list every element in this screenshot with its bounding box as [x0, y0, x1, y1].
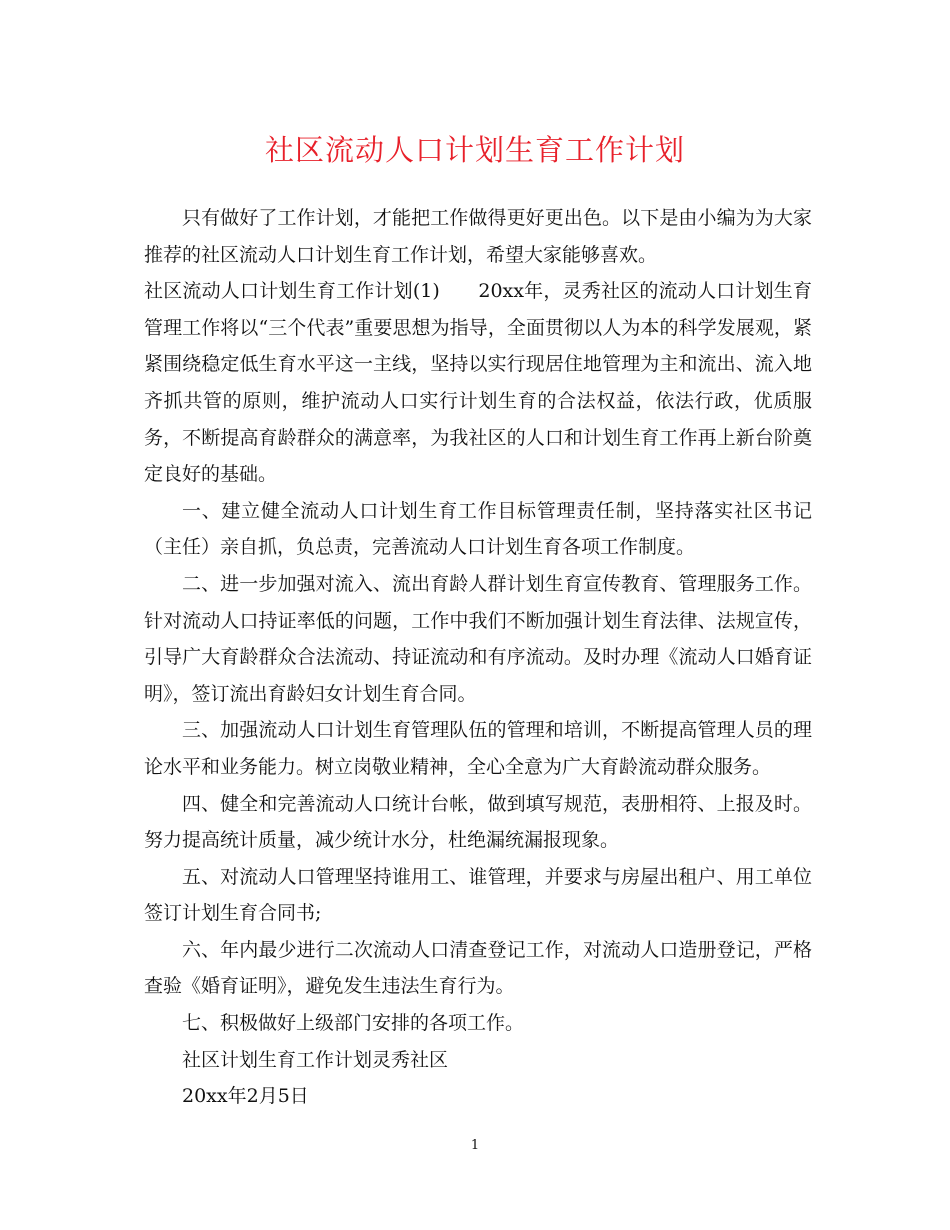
item-3-paragraph: 三、加强流动人口计划生育管理队伍的管理和培训，不断提高管理人员的理论水平和业务能力。树立岗敬业精神，全心全意为广大育龄流动群众服务。	[144, 719, 812, 778]
intro-paragraph: 只有做好了工作计划，才能把工作做得更好更出色。以下是由小编为为大家推荐的社区流动人口计划生育工作计划，希望大家能够喜欢。	[144, 207, 812, 266]
document-title: 社区流动人口计划生育工作计划	[264, 133, 685, 167]
item-6-paragraph: 六、年内最少进行二次流动人口清查登记工作，对流动人口造册登记，严格查验《婚育证明》，避免发生违法生育行为。	[144, 938, 812, 998]
plan-overview-paragraph: 社区流动人口计划生育工作计划(1) 20xx年，灵秀社区的流动人口计划生育管理工作将以“三个代表”重要思想为指导，全面贯彻以人为本的科学发展观，紧紧围绕稳定低生育水平这一主线，坚持以实行现居住地管理为主和流出、流入地齐抓共管的原则，维护流动人口实行计划生育的合法权益，依法行政，优质服务，不断提高育龄群众的满意率，为我社区的人口和计划生育工作再上新台阶奠定良好的基础。	[144, 280, 812, 486]
item-1-paragraph: 一、建立健全流动人口计划生育工作目标管理责任制，坚持落实社区书记（主任）亲自抓，负总责，完善流动人口计划生育各项工作制度。	[144, 499, 812, 559]
page-number: 1	[470, 1138, 480, 1153]
document-body	[144, 200, 812, 1115]
date-line: 20xx年2月5日	[182, 1085, 309, 1108]
item-4-paragraph: 四、健全和完善流动人口统计台帐，做到填写规范，表册相符、上报及时。努力提高统计质量，减少统计水分，杜绝漏统漏报现象。	[144, 792, 812, 852]
signature-line: 社区计划生育工作计划灵秀社区	[182, 1048, 449, 1071]
item-2-paragraph: 二、进一步加强对流入、流出育龄人群计划生育宣传教育、管理服务工作。针对流动人口持证率低的问题，工作中我们不断加强计划生育法律、法规宣传，引导广大育龄群众合法流动、持证流动和有序流动。及时办理《流动人口婚育证明》，签订流出育龄妇女计划生育合同。	[144, 572, 812, 705]
item-5-paragraph: 五、对流动人口管理坚持谁用工、谁管理，并要求与房屋出租户、用工单位签订计划生育合同书;	[144, 865, 812, 925]
item-7-paragraph: 七、积极做好上级部门安排的各项工作。	[182, 1012, 525, 1035]
